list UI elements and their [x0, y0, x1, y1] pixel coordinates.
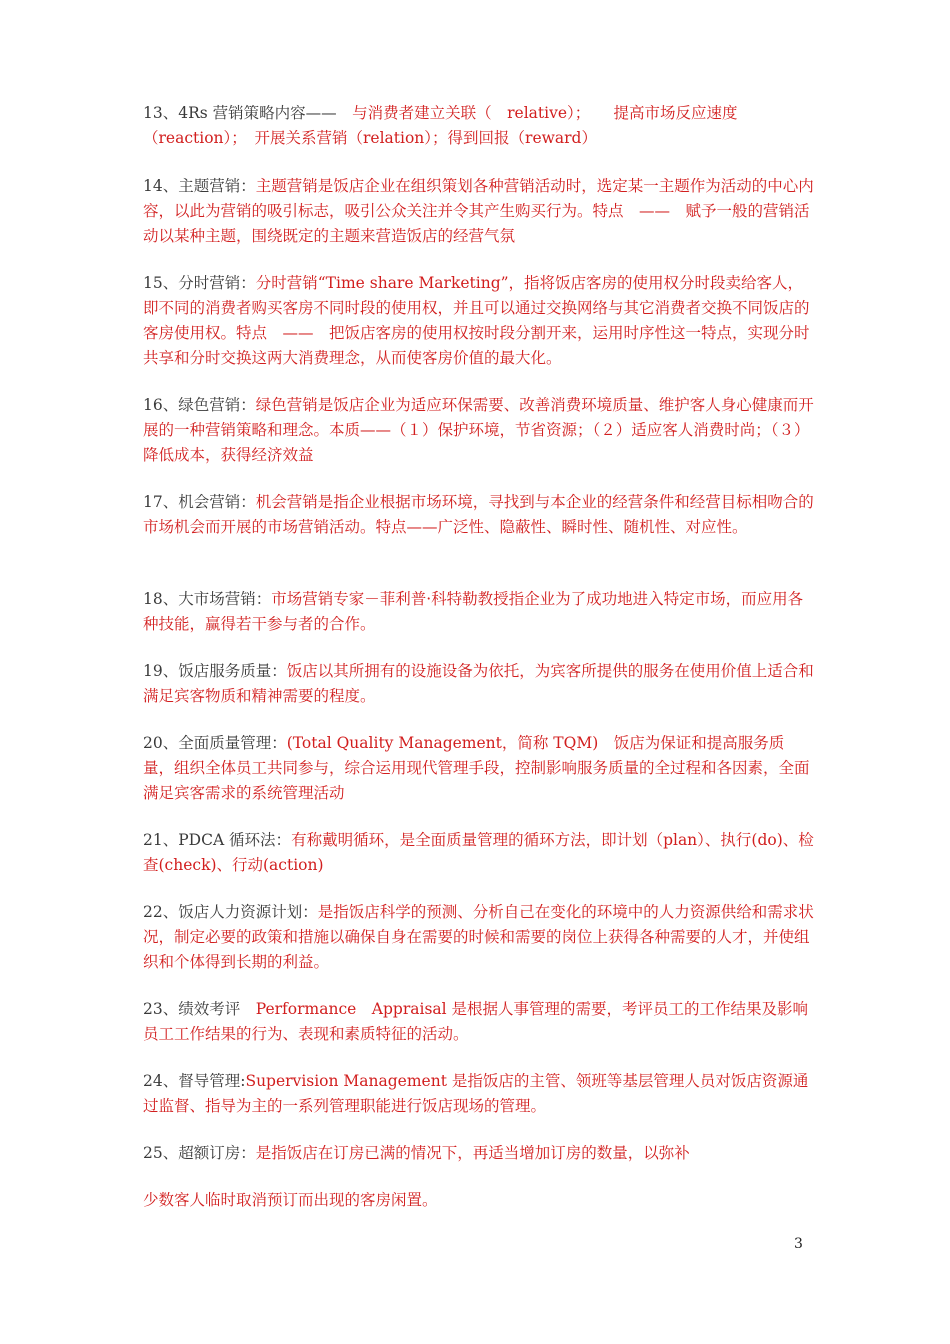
entry-25	[143, 1141, 815, 1166]
entry-definition: 市场营销专家－菲利普·科特勒教授指企业为了成功地进入特定市场，而应用各种技能，赢得若干参与者的合作。	[143, 590, 804, 633]
entry-25-continued	[143, 1188, 815, 1213]
entry-term: 19、饭店服务质量：	[143, 662, 287, 680]
entry-term: 15、分时营销：	[143, 274, 256, 292]
entry-definition: (Total Quality Management，简称 TQM) 饭店为保证和提高服务质量，组织全体员工共同参与，综合运用现代管理手段，控制影响服务质量的全过程和各因素，全面满足宾客需求的系统管理活动	[143, 734, 810, 802]
entry-term: 13、4Rs 营销策略内容——	[143, 104, 337, 122]
entry-term: 14、主题营销：	[143, 177, 256, 195]
entry-term: 18、大市场营销：	[143, 590, 272, 608]
entry-definition: 是指饭店在订房已满的情况下，再适当增加订房的数量，以弥补	[255, 1144, 690, 1162]
entry-22	[143, 900, 815, 975]
page-number: 3	[794, 1236, 803, 1252]
entry-term: 24、督导管理:	[143, 1072, 246, 1090]
entry-21	[143, 828, 815, 878]
entry-15	[143, 271, 815, 371]
entry-23	[143, 997, 815, 1047]
entry-definition: Performance Appraisal 是根据人事管理的需要，考评员工的工作结果及影响员工工作结果的行为、表现和素质特征的活动。	[143, 1000, 809, 1043]
entry-14	[143, 174, 815, 249]
entry-definition: 绿色营销是饭店企业为适应环保需要、改善消费环境质量、维护客人身心健康而开展的一种营销策略和理念。本质——（１）保护环境，节省资源；（２）适应客人消费时尚；（３）降低成本，获得经济效益	[143, 396, 814, 464]
entry-term: 22、饭店人力资源计划：	[143, 903, 318, 921]
entry-term: 25、超额订房：	[143, 1144, 256, 1162]
entry-term: 21、PDCA 循环法：	[143, 831, 292, 849]
entry-19	[143, 659, 815, 709]
entry-term: 20、全面质量管理：	[143, 734, 287, 752]
entry-definition: Supervision Management 是指饭店的主管、领班等基层管理人员对饭店资源通过监督、指导为主的一系列管理职能进行饭店现场的管理。	[143, 1072, 809, 1115]
entry-term: 23、绩效考评	[143, 1000, 241, 1018]
entry-definition: 有称戴明循环，是全面质量管理的循环方法，即计划（plan）、执行(do)、检查(check)、行动(action)	[143, 831, 814, 874]
entry-13	[143, 101, 815, 151]
entry-20	[143, 731, 815, 806]
entry-18	[143, 587, 815, 637]
entry-definition: 饭店以其所拥有的设施设备为依托，为宾客所提供的服务在使用价值上适合和满足宾客物质和精神需要的程度。	[143, 662, 814, 705]
entry-term: 17、机会营销：	[143, 493, 256, 511]
entry-term: 16、绿色营销：	[143, 396, 256, 414]
entry-definition: 主题营销是饭店企业在组织策划各种营销活动时，选定某一主题作为活动的中心内容，以此为营销的吸引标志，吸引公众关注并令其产生购买行为。特点 —— 赋予一般的营销活动以某种主题，围绕既定的主题来营造饭店的经营气氛	[143, 177, 814, 245]
entry-17	[143, 490, 815, 540]
entry-16	[143, 393, 815, 468]
entry-definition: 分时营销“Time share Marketing”，指将饭店客房的使用权分时段卖给客人，即不同的消费者购买客房不同时段的使用权，并且可以通过交换网络与其它消费者交换不同饭店的客房使用权。特点 —— 把饭店客房的使用权按时段分割开来，运用时序性这一特点，实现分时共享和分时交换这两大消费理念，从而使客房价值的最大化。	[143, 274, 810, 367]
entry-definition: 机会营销是指企业根据市场环境，寻找到与本企业的经营条件和经营目标相吻合的市场机会而开展的市场营销活动。特点——广泛性、隐蔽性、瞬时性、随机性、对应性。	[143, 493, 814, 536]
entry-definition: 是指饭店科学的预测、分析自己在变化的环境中的人力资源供给和需求状况，制定必要的政策和措施以确保自身在需要的时候和需要的岗位上获得各种需要的人才，并使组织和个体得到长期的利益。	[143, 903, 814, 971]
entry-24	[143, 1069, 815, 1119]
entry-definition: 少数客人临时取消预订而出现的客房闲置。	[143, 1191, 438, 1209]
entry-definition: 与消费者建立关联（ relative）； 提高市场反应速度（reaction）； 开展关系营销（relation）；得到回报（reward）	[143, 104, 738, 147]
